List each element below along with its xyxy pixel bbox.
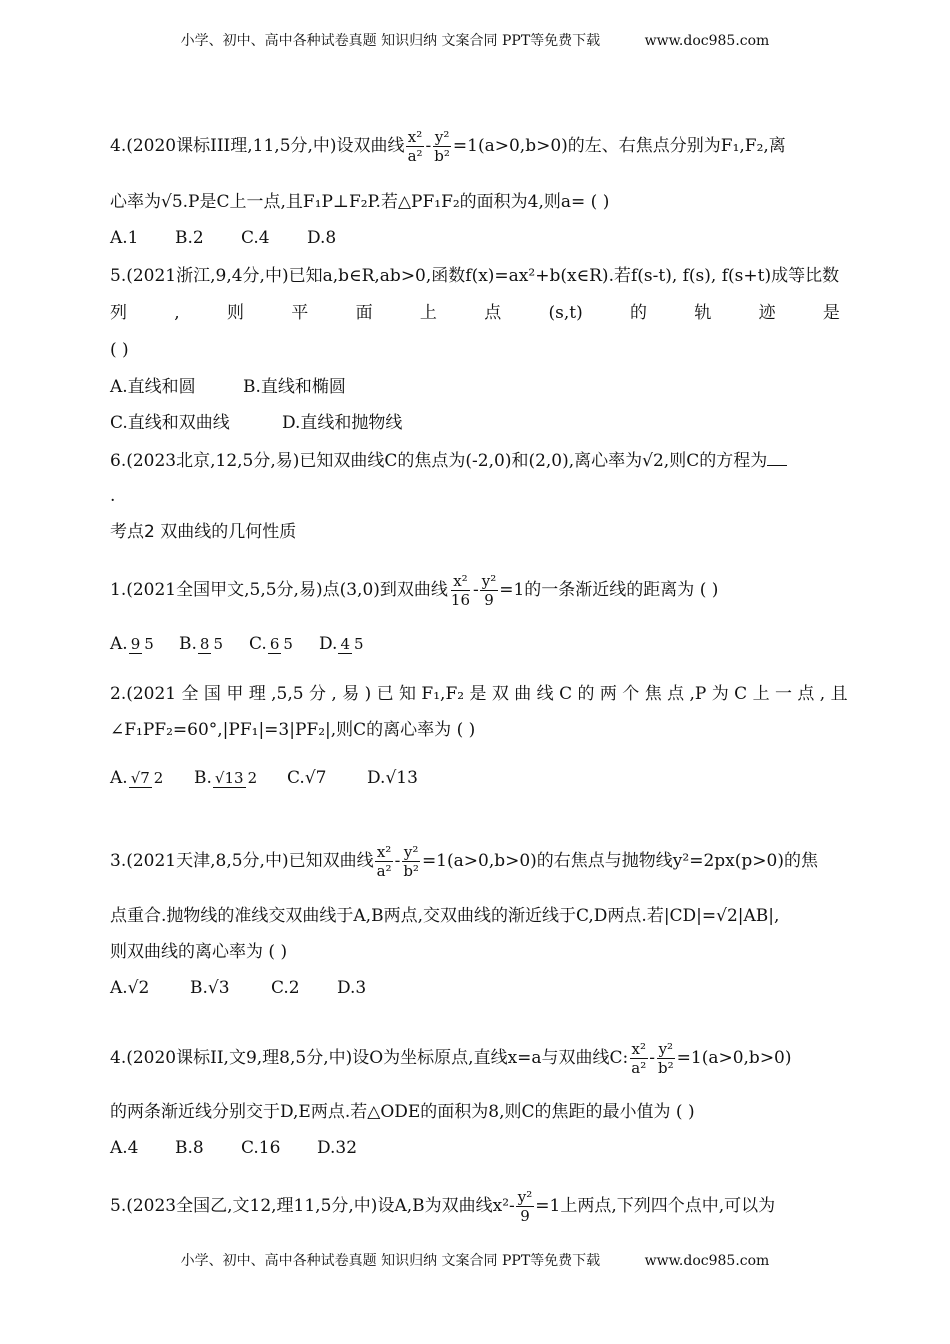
option-b: B. √13 2 <box>194 768 258 788</box>
frac-y2-b2: $\frac{\text{y²}}{\text{b²}}$ <box>658 1040 674 1077</box>
option-d: D.3 <box>337 978 367 998</box>
q1b-options <box>110 634 840 654</box>
option-b: B. 8 5 <box>179 634 223 654</box>
option-b: B.直线和椭圆 <box>243 377 346 397</box>
header-url: www.doc985.com <box>644 33 770 49</box>
q3b-line2: 点重合.抛物线的准线交双曲线于A,B两点,交双曲线的渐近线于C,D两点.若|CD|=√2|AB|, <box>110 906 780 926</box>
option-a: A.1 <box>110 228 139 248</box>
q3b-line3: 则双曲线的离心率为 ( ) <box>110 942 288 962</box>
q5a-options-2 <box>110 413 840 433</box>
section-heading: 考点2 双曲线的几何性质 <box>110 522 297 542</box>
frac-y2-b2: $\frac{\text{y²}}{\text{b²}}$ <box>403 843 419 880</box>
page-footer <box>0 1250 950 1270</box>
option-a: A. √7 2 <box>110 768 164 788</box>
option-a: A.4 <box>110 1138 139 1158</box>
option-c: C. 6 5 <box>249 634 293 654</box>
footer-url: www.doc985.com <box>644 1253 770 1269</box>
option-b: B.8 <box>175 1138 204 1158</box>
option-d: D.√13 <box>367 768 418 788</box>
option-d: D. 4 5 <box>319 634 364 654</box>
option-b: B.√3 <box>190 978 230 998</box>
q5a-options-1 <box>110 377 840 397</box>
option-a: A.√2 <box>110 978 150 998</box>
q4a-prefix: 4.(2020课标III理,11,5分,中)设双曲线 <box>110 136 405 156</box>
q2b-line2: ∠F₁PF₂=60°,|PF₁|=3|PF₂|,则C的离心率为 ( ) <box>110 720 476 740</box>
q4b-options <box>110 1138 840 1158</box>
q4b-line1: 4.(2020课标II,文9,理8,5分,中)设O为坐标原点,直线x=a与双曲线C: $\frac{\text{x²}}{\text{a²}}$ - $\frac{\text{y²}}{\text{b²}}$ =1(a>0,b>0) <box>110 1040 792 1077</box>
frac-y2-9: $\frac{\text{y²}}{9}$ <box>481 572 497 609</box>
q4a-mid: =1(a>0,b>0)的左、右焦点分别为F₁,F₂,离 <box>452 136 786 156</box>
q3b-options <box>110 978 840 998</box>
q4b-line2: 的两条渐近线分别交于D,E两点.若△ODE的面积为8,则C的焦距的最小值为 ( ) <box>110 1102 695 1122</box>
frac-x2-a2: $\frac{\text{x²}}{\text{a²}}$ <box>376 843 392 880</box>
q6a-line2: . <box>110 486 116 506</box>
option-c: C.√7 <box>287 768 327 788</box>
frac-x2-16: $\frac{\text{x²}}{16}$ <box>450 572 470 609</box>
option-b: B.2 <box>175 228 204 248</box>
q5b-line1: 5.(2023全国乙,文12,理11,5分,中)设A,B为双曲线x²- $\frac{\text{y²}}{9}$ =1上两点,下列四个点中,可以为 <box>110 1188 776 1225</box>
option-d: D.8 <box>307 228 337 248</box>
frac-y2-9: $\frac{\text{y²}}{9}$ <box>517 1188 533 1225</box>
option-d: D.直线和抛物线 <box>282 413 403 433</box>
option-a: A. 9 5 <box>110 634 154 654</box>
option-c: C.16 <box>241 1138 281 1158</box>
frac-x2-a2: $\frac{\text{x²}}{\text{a²}}$ <box>407 128 423 165</box>
option-c: C.4 <box>241 228 270 248</box>
q4a-line1: 4.(2020课标III理,11,5分,中)设双曲线 $\frac{\text{x²}}{\text{a²}}$ - $\frac{\text{y²}}{\text{b²}}$ =1(a>0,b>0)的左、右焦点分别为F₁,F₂,离 <box>110 128 786 165</box>
frac-x2-a2: $\frac{\text{x²}}{\text{a²}}$ <box>631 1040 647 1077</box>
q2b-line1: 2.(2021 全 国 甲 理 ,5,5 分 , 易 ) 已 知 F₁,F₂ 是 双 曲 线 C 的 两 个 焦 点 ,P 为 C 上 一 点 , 且 <box>110 684 848 704</box>
q1b-line1: 1.(2021全国甲文,5,5分,易)点(3,0)到双曲线 $\frac{\text{x²}}{16}$ - $\frac{\text{y²}}{9}$ =1的一条渐近线的距离为 ( ) <box>110 572 719 609</box>
q3b-line1: 3.(2021天津,8,5分,中)已知双曲线 $\frac{\text{x²}}{\text{a²}}$ - $\frac{\text{y²}}{\text{b²}}$ =1(a>0,b>0)的右焦点与抛物线y²=2px(p>0)的焦 <box>110 843 818 880</box>
option-a: A.直线和圆 <box>110 377 196 397</box>
q2b-options <box>110 768 840 788</box>
answer-blank[interactable] <box>767 451 787 466</box>
q5a-line3: ( ) <box>110 340 129 360</box>
header-text: 小学、初中、高中各种试卷真题 知识归纳 文案合同 PPT等免费下载 <box>180 33 601 49</box>
option-c: C.2 <box>271 978 300 998</box>
footer-text: 小学、初中、高中各种试卷真题 知识归纳 文案合同 PPT等免费下载 <box>180 1253 601 1269</box>
page-header <box>0 30 950 50</box>
frac-y2-b2: $\frac{\text{y²}}{\text{b²}}$ <box>434 128 450 165</box>
option-c: C.直线和双曲线 <box>110 413 230 433</box>
q5a-line1: 5.(2021浙江,9,4分,中)已知a,b∈R,ab>0,函数f(x)=ax²+b(x∈R).若f(s-t), f(s), f(s+t)成等比数 <box>110 266 840 286</box>
q5a-line2: 列 , 则 平 面 上 点 (s,t) 的 轨 迹 是 <box>110 303 840 323</box>
q6a-line1: 6.(2023北京,12,5分,易)已知双曲线C的焦点为(-2,0)和(2,0),离心率为√2,则C的方程为 <box>110 451 840 471</box>
option-d: D.32 <box>317 1138 358 1158</box>
q4a-options <box>110 228 840 248</box>
q4a-line2: 心率为√5.P是C上一点,且F₁P⊥F₂P.若△PF₁F₂的面积为4,则a= ( ) <box>110 192 610 212</box>
